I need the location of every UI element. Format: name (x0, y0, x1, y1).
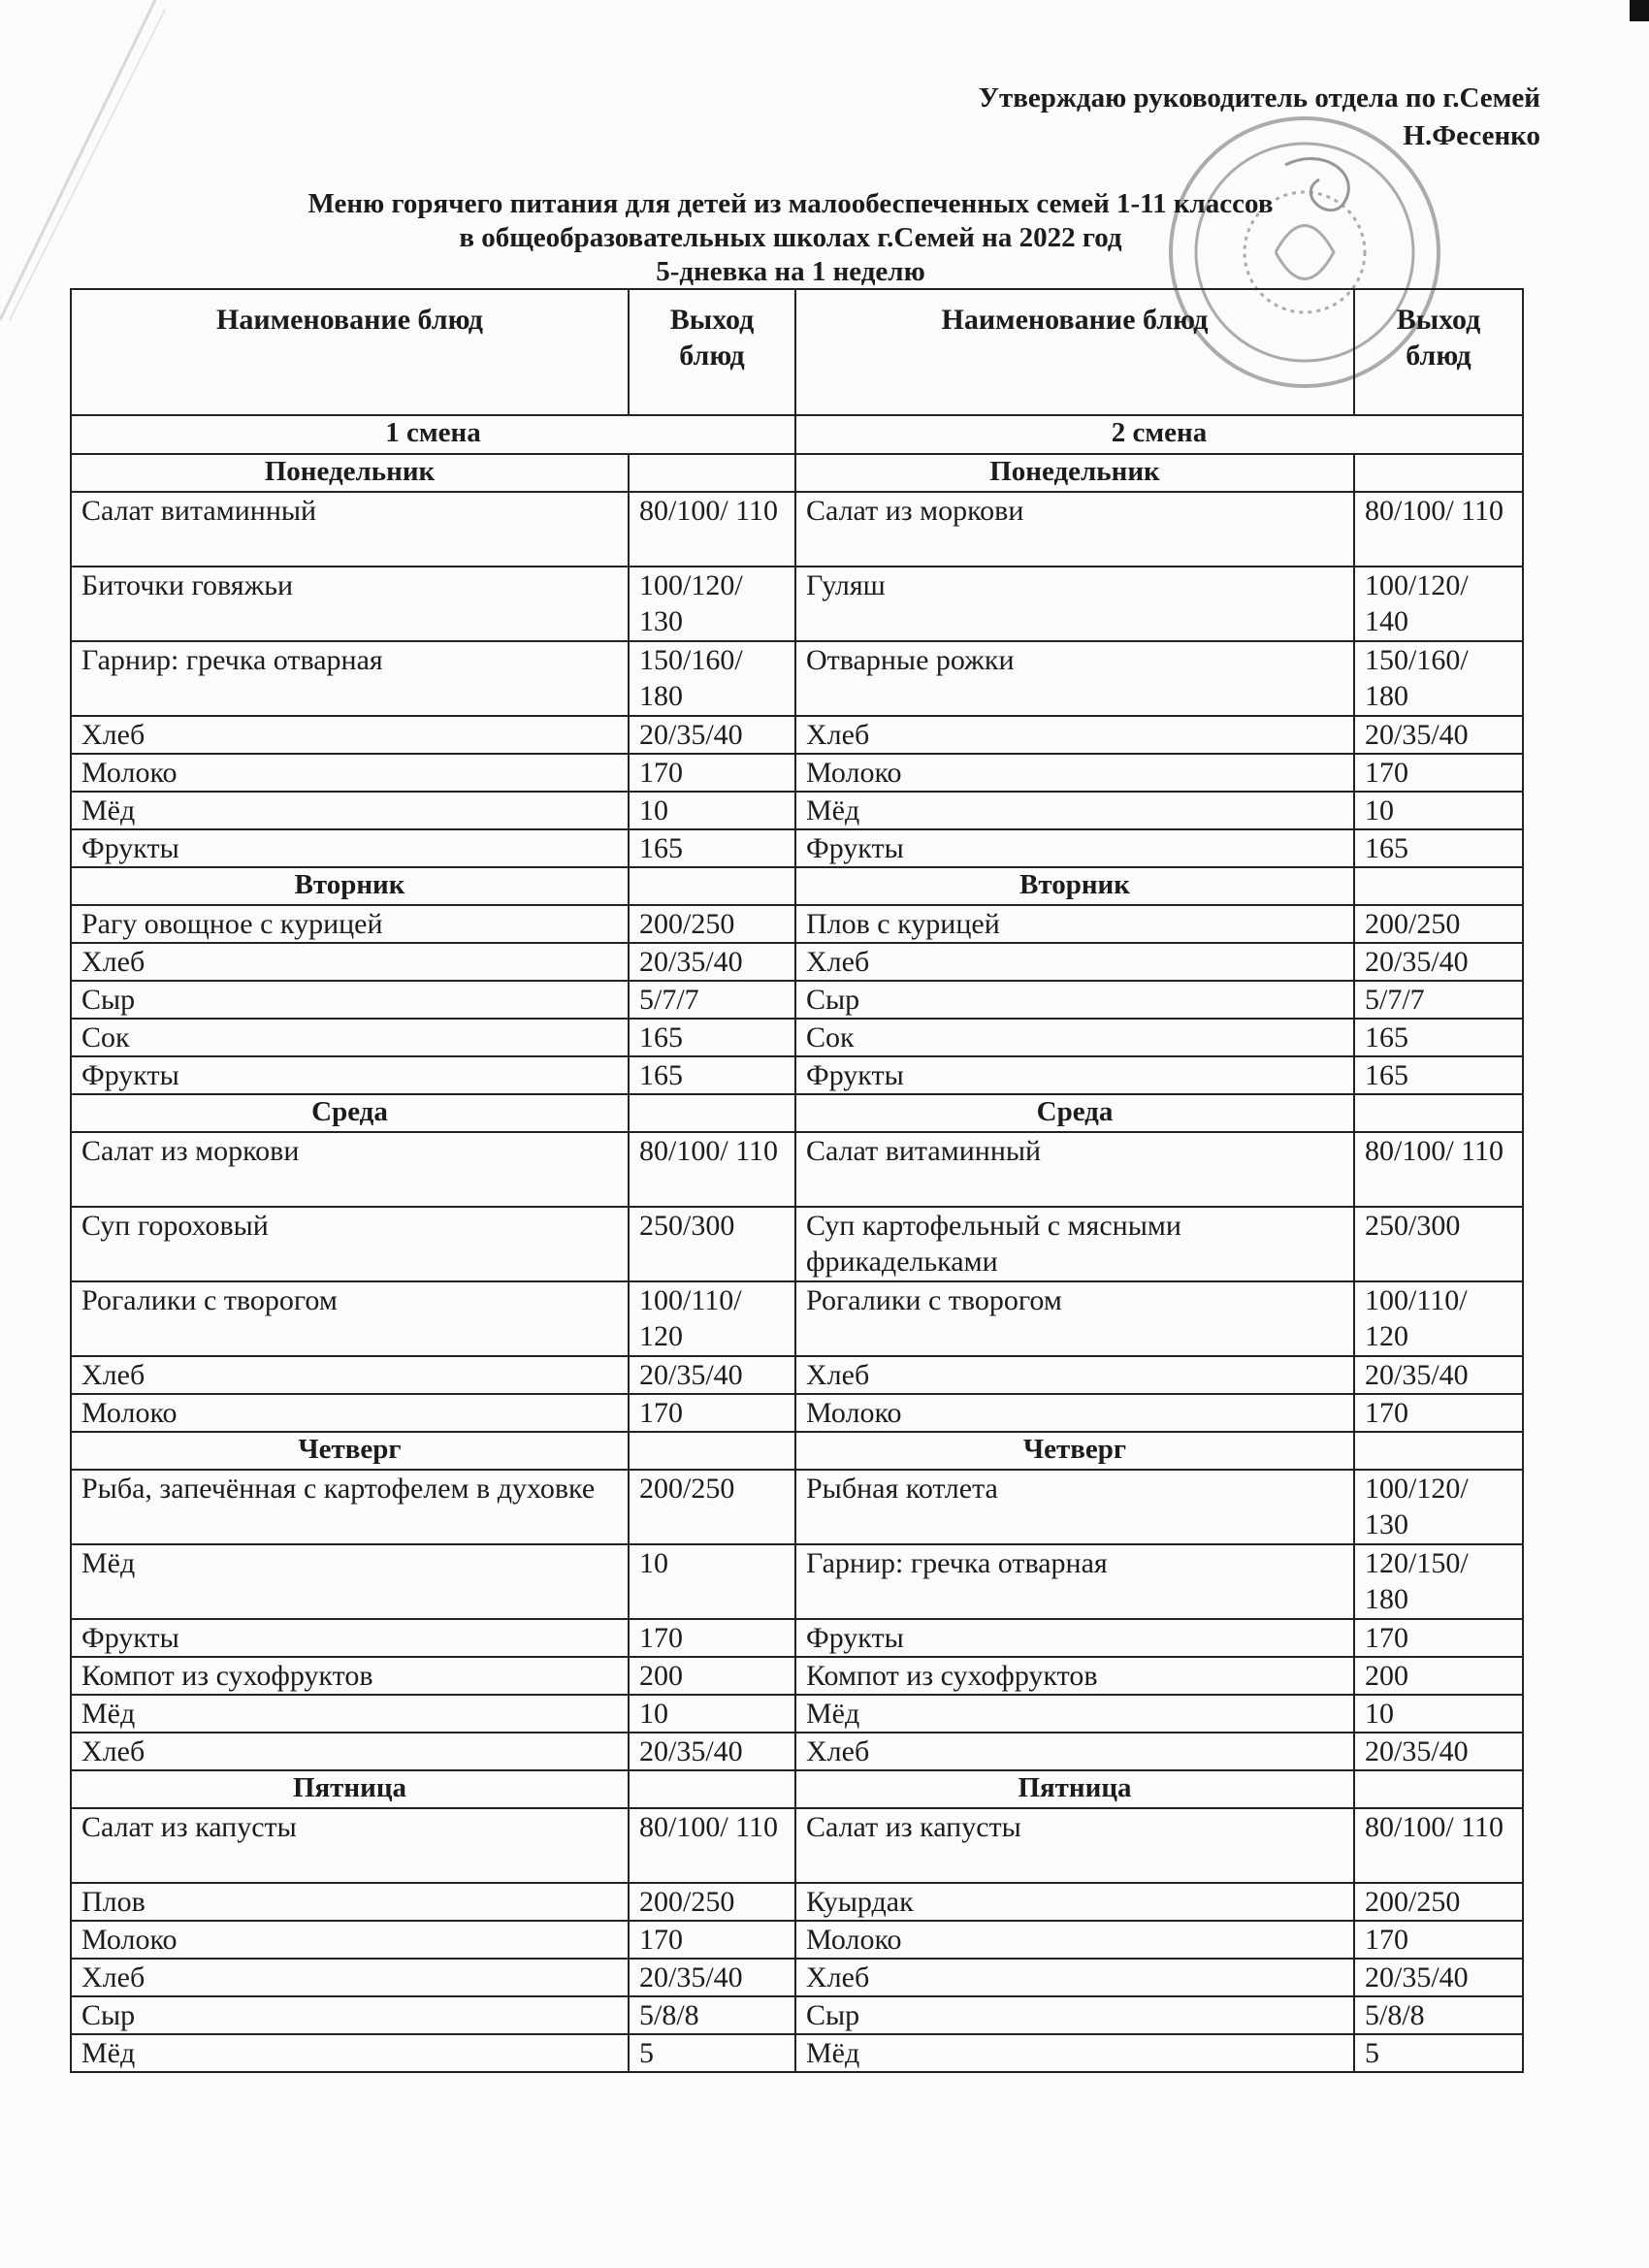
yield-shift-1: 100/120/ 130 (629, 567, 795, 641)
table-row (71, 1996, 1523, 2034)
yield-shift-2: 100/120/ 140 (1354, 567, 1523, 641)
yield-shift-2: 80/100/ 110 (1354, 492, 1523, 567)
dish-name-shift-1: Салат из моркови (71, 1132, 629, 1207)
dish-name-shift-1: Компот из сухофруктов (71, 1657, 629, 1695)
yield-shift-2: 100/110/ 120 (1354, 1281, 1523, 1356)
yield-shift-2: 10 (1354, 792, 1523, 829)
table-row (71, 1657, 1523, 1695)
yield-shift-1: 20/35/40 (629, 943, 795, 981)
table-row (71, 1921, 1523, 1959)
day-header-row (71, 1770, 1523, 1808)
dish-name-shift-1: Мёд (71, 1544, 629, 1619)
shift-2-label: 2 смена (795, 415, 1523, 454)
yield-shift-1: 5 (629, 2034, 795, 2072)
yield-shift-1: 170 (629, 1921, 795, 1959)
dish-name-shift-1: Рагу овощное с курицей (71, 905, 629, 943)
table-row (71, 1733, 1523, 1770)
dish-name-shift-2: Компот из сухофруктов (795, 1657, 1354, 1695)
yield-shift-1: 170 (629, 1394, 795, 1432)
empty-cell (629, 1770, 795, 1808)
dish-name-shift-2: Сыр (795, 1996, 1354, 2034)
dish-name-shift-1: Биточки говяжьи (71, 567, 629, 641)
table-row (71, 1470, 1523, 1544)
day-label-shift-2: Понедельник (795, 454, 1354, 492)
day-label-shift-1: Понедельник (71, 454, 629, 492)
yield-shift-2: 150/160/ 180 (1354, 641, 1523, 716)
yield-shift-2: 170 (1354, 1619, 1523, 1657)
table-row (71, 492, 1523, 567)
yield-shift-2: 120/150/ 180 (1354, 1544, 1523, 1619)
dish-name-shift-1: Хлеб (71, 1356, 629, 1394)
day-header-row (71, 1432, 1523, 1470)
dish-name-shift-2: Хлеб (795, 943, 1354, 981)
yield-shift-1: 200/250 (629, 905, 795, 943)
title-line-1: Меню горячего питания для детей из малообеспеченных семей 1-11 классов (307, 188, 1274, 219)
day-label-shift-1: Четверг (71, 1432, 629, 1470)
table-row (71, 829, 1523, 867)
table-row (71, 641, 1523, 716)
header-yield-1: Выход блюд (629, 289, 795, 415)
dish-name-shift-2: Салат из моркови (795, 492, 1354, 567)
dish-name-shift-2: Отварные рожки (795, 641, 1354, 716)
shift-row (71, 415, 1523, 454)
table-row (71, 981, 1523, 1019)
yield-shift-1: 165 (629, 1019, 795, 1056)
yield-shift-1: 200/250 (629, 1470, 795, 1544)
approval-line: Утверждаю руководитель отдела по г.Семей (978, 82, 1540, 113)
table-row (71, 1808, 1523, 1883)
yield-shift-2: 165 (1354, 1056, 1523, 1094)
table-row (71, 1207, 1523, 1281)
day-label-shift-2: Пятница (795, 1770, 1354, 1808)
dish-name-shift-2: Хлеб (795, 1356, 1354, 1394)
dish-name-shift-2: Сыр (795, 981, 1354, 1019)
dish-name-shift-1: Хлеб (71, 1959, 629, 1996)
dish-name-shift-2: Гуляш (795, 567, 1354, 641)
shift-1-label: 1 смена (71, 415, 795, 454)
yield-shift-1: 150/160/ 180 (629, 641, 795, 716)
dish-name-shift-2: Сок (795, 1019, 1354, 1056)
table-row (71, 1019, 1523, 1056)
yield-shift-2: 20/35/40 (1354, 1356, 1523, 1394)
day-label-shift-2: Вторник (795, 867, 1354, 905)
yield-shift-1: 80/100/ 110 (629, 1132, 795, 1207)
header-yield-2: Выход блюд (1354, 289, 1523, 415)
dish-name-shift-1: Салат витаминный (71, 492, 629, 567)
yield-shift-1: 80/100/ 110 (629, 1808, 795, 1883)
yield-shift-1: 20/35/40 (629, 1733, 795, 1770)
dish-name-shift-1: Хлеб (71, 1733, 629, 1770)
yield-shift-2: 5/7/7 (1354, 981, 1523, 1019)
empty-cell (629, 1432, 795, 1470)
yield-shift-2: 20/35/40 (1354, 1959, 1523, 1996)
dish-name-shift-2: Салат из капусты (795, 1808, 1354, 1883)
dish-name-shift-1: Рогалики с творогом (71, 1281, 629, 1356)
yield-shift-2: 170 (1354, 754, 1523, 792)
dish-name-shift-2: Молоко (795, 1394, 1354, 1432)
table-row (71, 1695, 1523, 1733)
dish-name-shift-2: Плов с курицей (795, 905, 1354, 943)
dish-name-shift-2: Фрукты (795, 1056, 1354, 1094)
yield-shift-2: 170 (1354, 1921, 1523, 1959)
yield-shift-1: 100/110/ 120 (629, 1281, 795, 1356)
dish-name-shift-1: Мёд (71, 2034, 629, 2072)
dish-name-shift-2: Мёд (795, 792, 1354, 829)
yield-shift-2: 250/300 (1354, 1207, 1523, 1281)
table-row (71, 1959, 1523, 1996)
table-row (71, 792, 1523, 829)
dish-name-shift-2: Фрукты (795, 1619, 1354, 1657)
table-row (71, 943, 1523, 981)
yield-shift-1: 20/35/40 (629, 1959, 795, 1996)
approver-name: Н.Фесенко (1403, 120, 1540, 151)
yield-shift-2: 200 (1354, 1657, 1523, 1695)
day-header-row (71, 454, 1523, 492)
empty-cell (1354, 867, 1523, 905)
yield-shift-1: 10 (629, 1695, 795, 1733)
table-row (71, 1883, 1523, 1921)
day-label-shift-1: Вторник (71, 867, 629, 905)
yield-shift-1: 10 (629, 1544, 795, 1619)
table-row (71, 1394, 1523, 1432)
menu-table (70, 288, 1524, 2073)
dish-name-shift-1: Фрукты (71, 1619, 629, 1657)
dish-name-shift-1: Хлеб (71, 943, 629, 981)
yield-shift-2: 165 (1354, 1019, 1523, 1056)
yield-shift-2: 165 (1354, 829, 1523, 867)
document-title (242, 187, 1339, 289)
yield-shift-1: 5/8/8 (629, 1996, 795, 2034)
dish-name-shift-1: Суп гороховый (71, 1207, 629, 1281)
dish-name-shift-2: Мёд (795, 2034, 1354, 2072)
dish-name-shift-2: Мёд (795, 1695, 1354, 1733)
title-line-3: 5-дневка на 1 неделю (656, 256, 925, 287)
dish-name-shift-1: Молоко (71, 754, 629, 792)
yield-shift-2: 200/250 (1354, 905, 1523, 943)
dish-name-shift-1: Фрукты (71, 829, 629, 867)
table-row (71, 905, 1523, 943)
day-header-row (71, 1094, 1523, 1132)
day-label-shift-2: Четверг (795, 1432, 1354, 1470)
table-row (71, 1056, 1523, 1094)
table-row (71, 754, 1523, 792)
dish-name-shift-2: Куырдак (795, 1883, 1354, 1921)
yield-shift-2: 170 (1354, 1394, 1523, 1432)
dish-name-shift-1: Фрукты (71, 1056, 629, 1094)
yield-shift-1: 200/250 (629, 1883, 795, 1921)
dish-name-shift-2: Гарнир: гречка отварная (795, 1544, 1354, 1619)
yield-shift-1: 165 (629, 1056, 795, 1094)
dish-name-shift-1: Молоко (71, 1921, 629, 1959)
header-row (71, 289, 1523, 415)
empty-cell (629, 454, 795, 492)
dish-name-shift-1: Сок (71, 1019, 629, 1056)
day-label-shift-1: Пятница (71, 1770, 629, 1808)
dish-name-shift-2: Молоко (795, 754, 1354, 792)
yield-shift-1: 165 (629, 829, 795, 867)
table-row (71, 1544, 1523, 1619)
dish-name-shift-1: Сыр (71, 1996, 629, 2034)
table-row (71, 1281, 1523, 1356)
yield-shift-2: 5 (1354, 2034, 1523, 2072)
empty-cell (629, 1094, 795, 1132)
dish-name-shift-1: Хлеб (71, 716, 629, 754)
empty-cell (1354, 1094, 1523, 1132)
empty-cell (629, 867, 795, 905)
dish-name-shift-2: Рогалики с творогом (795, 1281, 1354, 1356)
table-row (71, 1132, 1523, 1207)
dish-name-shift-1: Мёд (71, 792, 629, 829)
yield-shift-1: 200 (629, 1657, 795, 1695)
yield-shift-1: 170 (629, 1619, 795, 1657)
yield-shift-2: 5/8/8 (1354, 1996, 1523, 2034)
yield-shift-1: 250/300 (629, 1207, 795, 1281)
dish-name-shift-2: Рыбная котлета (795, 1470, 1354, 1544)
yield-shift-1: 20/35/40 (629, 1356, 795, 1394)
yield-shift-1: 10 (629, 792, 795, 829)
table-row (71, 1619, 1523, 1657)
dish-name-shift-1: Гарнир: гречка отварная (71, 641, 629, 716)
day-header-row (71, 867, 1523, 905)
empty-cell (1354, 454, 1523, 492)
empty-cell (1354, 1770, 1523, 1808)
dish-name-shift-1: Плов (71, 1883, 629, 1921)
dish-name-shift-1: Мёд (71, 1695, 629, 1733)
yield-shift-2: 10 (1354, 1695, 1523, 1733)
dish-name-shift-2: Хлеб (795, 716, 1354, 754)
yield-shift-2: 20/35/40 (1354, 943, 1523, 981)
table-row (71, 567, 1523, 641)
yield-shift-1: 80/100/ 110 (629, 492, 795, 567)
yield-shift-2: 80/100/ 110 (1354, 1808, 1523, 1883)
yield-shift-2: 20/35/40 (1354, 1733, 1523, 1770)
dish-name-shift-1: Сыр (71, 981, 629, 1019)
table-row (71, 1356, 1523, 1394)
yield-shift-1: 5/7/7 (629, 981, 795, 1019)
yield-shift-2: 200/250 (1354, 1883, 1523, 1921)
yield-shift-1: 170 (629, 754, 795, 792)
dish-name-shift-2: Молоко (795, 1921, 1354, 1959)
empty-cell (1354, 1432, 1523, 1470)
header-dish-name-1: Наименование блюд (71, 289, 629, 415)
yield-shift-2: 100/120/ 130 (1354, 1470, 1523, 1544)
dish-name-shift-1: Рыба, запечённая с картофелем в духовке (71, 1470, 629, 1544)
header-dish-name-2: Наименование блюд (795, 289, 1354, 415)
dish-name-shift-2: Хлеб (795, 1959, 1354, 1996)
yield-shift-1: 20/35/40 (629, 716, 795, 754)
title-line-2: в общеобразовательных школах г.Семей на 2022 год (459, 222, 1122, 253)
dish-name-shift-2: Суп картофельный с мясными фрикадельками (795, 1207, 1354, 1281)
table-row (71, 716, 1523, 754)
dish-name-shift-1: Салат из капусты (71, 1808, 629, 1883)
yield-shift-2: 20/35/40 (1354, 716, 1523, 754)
dish-name-shift-1: Молоко (71, 1394, 629, 1432)
day-label-shift-2: Среда (795, 1094, 1354, 1132)
dish-name-shift-2: Салат витаминный (795, 1132, 1354, 1207)
dish-name-shift-2: Хлеб (795, 1733, 1354, 1770)
yield-shift-2: 80/100/ 110 (1354, 1132, 1523, 1207)
dish-name-shift-2: Фрукты (795, 829, 1354, 867)
table-row (71, 2034, 1523, 2072)
day-label-shift-1: Среда (71, 1094, 629, 1132)
